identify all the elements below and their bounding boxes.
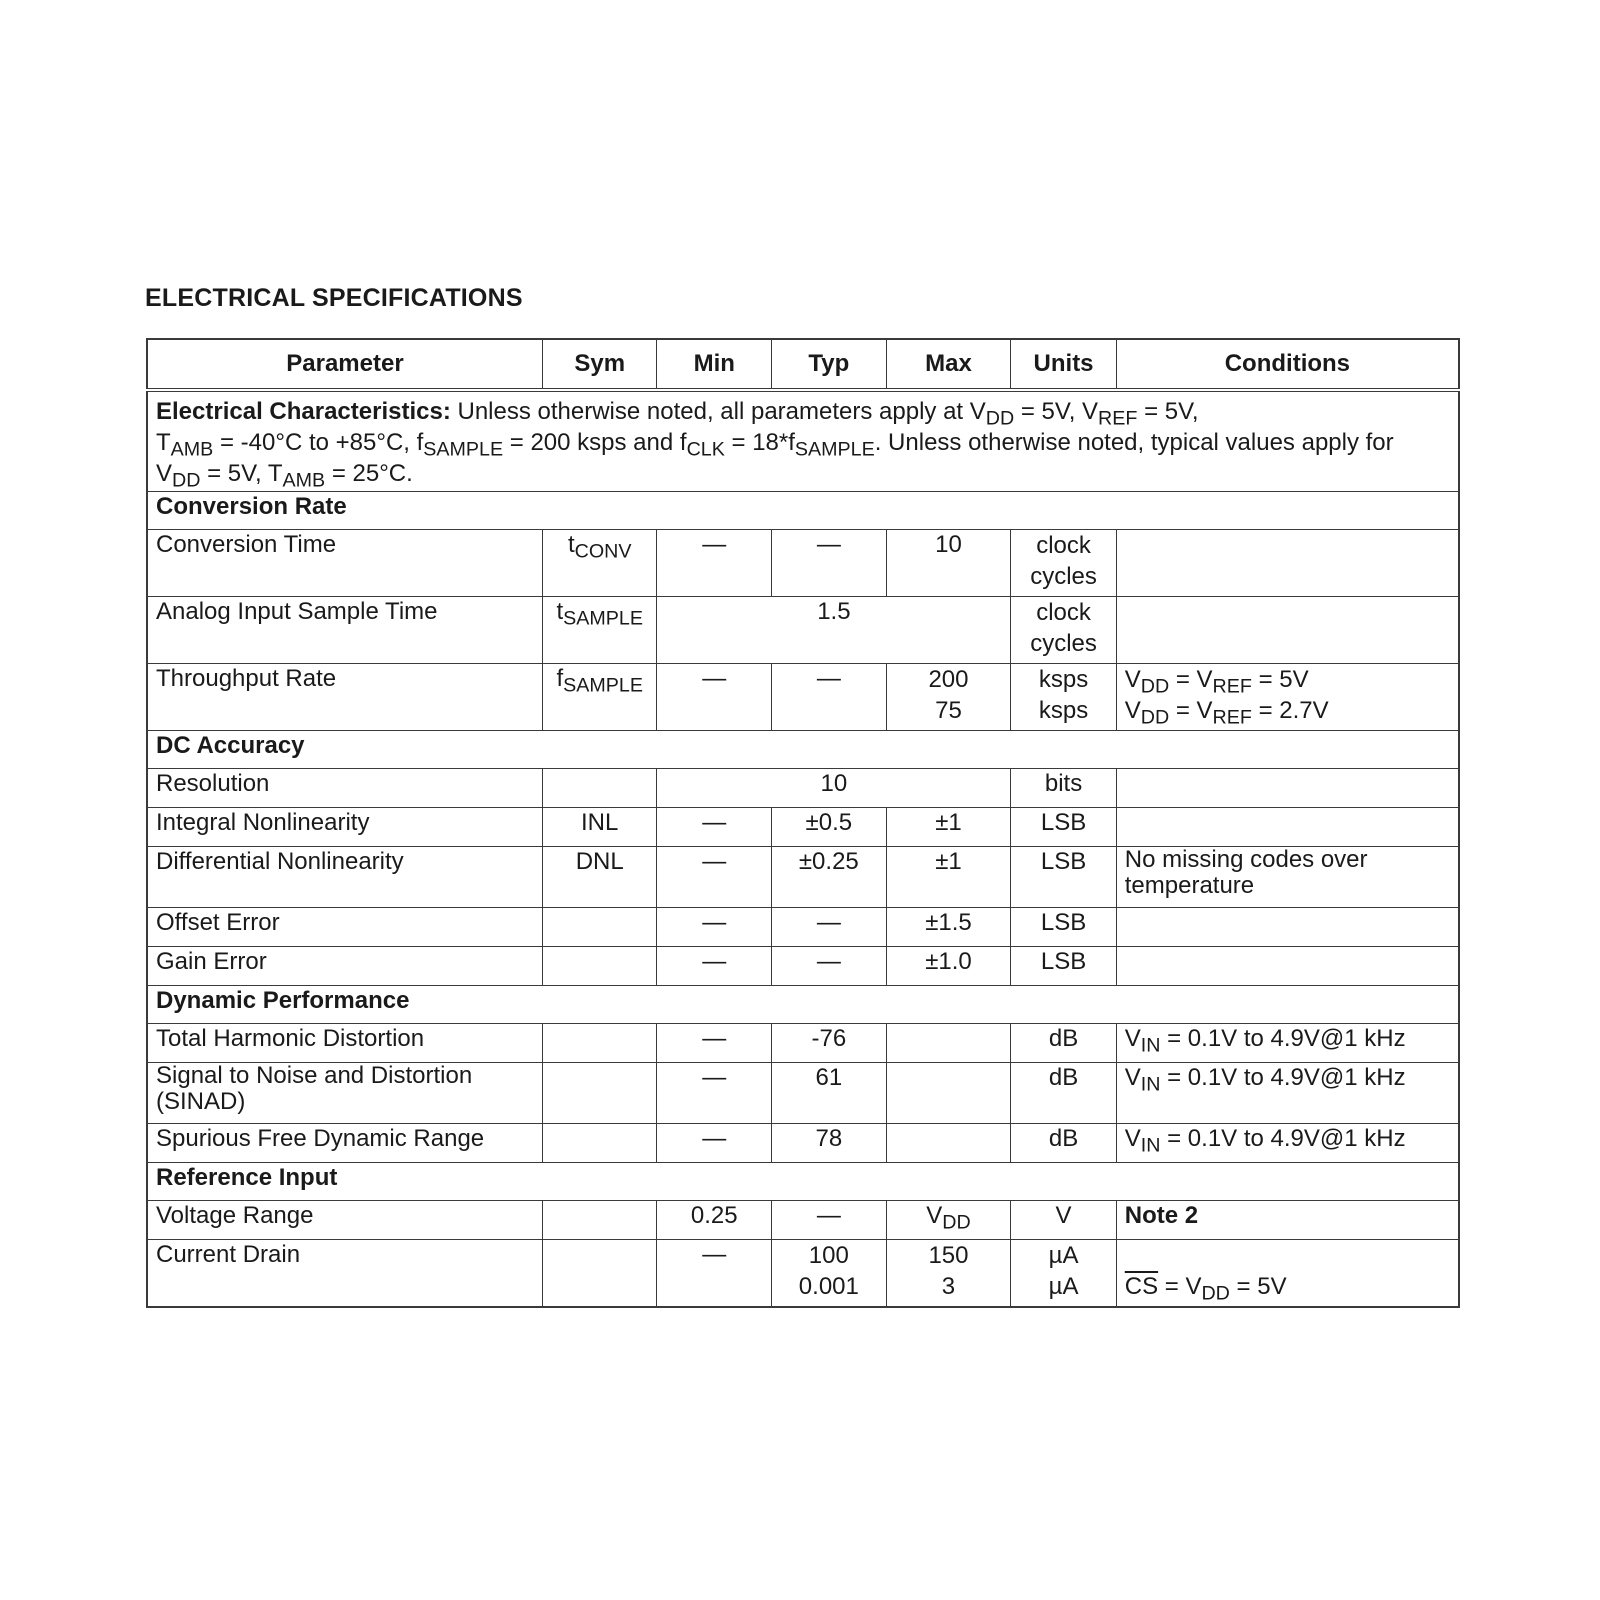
section-row <box>147 492 1459 530</box>
table-row <box>147 847 1459 908</box>
param-cell: Signal to Noise and Distortion (SINAD) <box>147 1063 542 1124</box>
typ-cell: — <box>772 947 887 986</box>
table-row <box>147 530 1459 597</box>
units-cell: bits <box>1011 769 1116 808</box>
max-cell: ±1.5 <box>886 908 1011 947</box>
typ-cell: -76 <box>772 1024 887 1063</box>
param-cell: Conversion Time <box>147 530 542 597</box>
conditions-cell: $V_{IN} = 0.1V$ to 4.9V@1 kHz <box>1116 1063 1459 1124</box>
param-cell: Voltage Range <box>147 1201 542 1240</box>
max-cell: 10 <box>886 530 1011 597</box>
param-cell: Total Harmonic Distortion <box>147 1024 542 1063</box>
units-cell: clock cycles <box>1011 530 1116 597</box>
header-min: Min <box>657 339 772 390</box>
conditions-cell <box>1116 530 1459 597</box>
section-conversion-rate: Conversion Rate <box>147 492 1459 530</box>
param-cell: Analog Input Sample Time <box>147 597 542 664</box>
units-cell: µA µA <box>1011 1240 1116 1308</box>
units-cell: LSB <box>1011 908 1116 947</box>
conditions-cell: $V_{DD} = V_{REF} = 5V$ $V_{DD} = V_{REF} = 2.7V$ <box>1116 664 1459 731</box>
typ-cell: 61 <box>772 1063 887 1124</box>
min-cell: — <box>657 847 772 908</box>
table-row <box>147 769 1459 808</box>
intro-label: Electrical Characteristics: <box>156 398 451 425</box>
sym-cell: $t_{CONV}$ <box>542 530 657 597</box>
max-cell: ±1 <box>886 808 1011 847</box>
intro-text: Electrical Characteristics: Unless otherwise noted, all parameters apply at $V_{DD} = 5V$, $V_{REF} = 5V$, $T_{AMB} = -40^\circ C$ to +85°C, $f_{SAMPLE} = 200$ ksps and $f_{CLK} = 18*f_{SAMPLE}$. Unless otherwise noted, typical values apply for $V_{DD} = 5V$, $T_{AMB} = 25^\circ C$. <box>147 390 1459 492</box>
conditions-cell <box>1116 597 1459 664</box>
section-dc-accuracy: DC Accuracy <box>147 731 1459 769</box>
table-row <box>147 1024 1459 1063</box>
table-row <box>147 1201 1459 1240</box>
header-parameter: Parameter <box>147 339 542 390</box>
units-cell: clock cycles <box>1011 597 1116 664</box>
sym-cell: INL <box>542 808 657 847</box>
max-cell <box>886 1024 1011 1063</box>
param-cell: Spurious Free Dynamic Range <box>147 1124 542 1163</box>
sym-cell <box>542 947 657 986</box>
min-cell: — <box>657 1240 772 1308</box>
units-cell: LSB <box>1011 947 1116 986</box>
units-cell: LSB <box>1011 847 1116 908</box>
max-cell: 150 3 <box>886 1240 1011 1308</box>
min-cell: — <box>657 530 772 597</box>
param-cell: Resolution <box>147 769 542 808</box>
sym-cell: $t_{SAMPLE}$ <box>542 597 657 664</box>
max-cell <box>886 1124 1011 1163</box>
param-cell: Current Drain <box>147 1240 542 1308</box>
sym-cell <box>542 1201 657 1240</box>
header-max: Max <box>886 339 1011 390</box>
min-cell: — <box>657 1024 772 1063</box>
section-row <box>147 731 1459 769</box>
typ-cell: ±0.25 <box>772 847 887 908</box>
sym-cell <box>542 908 657 947</box>
units-cell: dB <box>1011 1063 1116 1124</box>
table-row <box>147 1124 1459 1163</box>
param-cell: Offset Error <box>147 908 542 947</box>
min-cell: — <box>657 908 772 947</box>
conditions-cell <box>1116 908 1459 947</box>
table-row <box>147 808 1459 847</box>
header-row <box>147 339 1459 390</box>
conditions-cell: $\overline{CS} = V_{DD} = 5V$ <box>1116 1240 1459 1308</box>
sym-cell <box>542 1240 657 1308</box>
section-row <box>147 986 1459 1024</box>
units-cell: ksps ksps <box>1011 664 1116 731</box>
sym-cell <box>542 769 657 808</box>
typ-cell: 1.5 <box>657 597 1011 664</box>
conditions-cell: $V_{IN} = 0.1V$ to 4.9V@1 kHz <box>1116 1024 1459 1063</box>
min-cell: 0.25 <box>657 1201 772 1240</box>
section-reference-input: Reference Input <box>147 1163 1459 1201</box>
sym-cell <box>542 1024 657 1063</box>
conditions-cell: Note 2 <box>1116 1201 1459 1240</box>
sym-cell: DNL <box>542 847 657 908</box>
param-cell: Integral Nonlinearity <box>147 808 542 847</box>
typ-cell: — <box>772 908 887 947</box>
units-cell: dB <box>1011 1024 1116 1063</box>
conditions-cell <box>1116 769 1459 808</box>
table-row <box>147 664 1459 731</box>
param-cell: Gain Error <box>147 947 542 986</box>
min-cell: — <box>657 808 772 847</box>
sym-cell <box>542 1124 657 1163</box>
table-row <box>147 1240 1459 1308</box>
units-cell: dB <box>1011 1124 1116 1163</box>
typ-cell: — <box>772 1201 887 1240</box>
param-cell: Differential Nonlinearity <box>147 847 542 908</box>
typ-cell: ±0.5 <box>772 808 887 847</box>
section-row <box>147 1163 1459 1201</box>
typ-cell: 100 0.001 <box>772 1240 887 1308</box>
typ-cell: — <box>772 664 887 731</box>
max-cell: 200 75 <box>886 664 1011 731</box>
table-row <box>147 908 1459 947</box>
min-cell: — <box>657 1063 772 1124</box>
table-row <box>147 597 1459 664</box>
header-sym: Sym <box>542 339 657 390</box>
header-typ: Typ <box>772 339 887 390</box>
header-units: Units <box>1011 339 1116 390</box>
max-cell: $V_{DD}$ <box>886 1201 1011 1240</box>
sym-cell <box>542 1063 657 1124</box>
min-cell: — <box>657 664 772 731</box>
units-cell: V <box>1011 1201 1116 1240</box>
table-row <box>147 947 1459 986</box>
max-cell: ±1 <box>886 847 1011 908</box>
typ-cell: — <box>772 530 887 597</box>
min-cell: — <box>657 947 772 986</box>
table-row <box>147 1063 1459 1124</box>
conditions-cell: $V_{IN} = 0.1V$ to 4.9V@1 kHz <box>1116 1124 1459 1163</box>
typ-cell: 78 <box>772 1124 887 1163</box>
page-title: ELECTRICAL SPECIFICATIONS <box>145 284 523 312</box>
typ-cell: 10 <box>657 769 1011 808</box>
units-cell: LSB <box>1011 808 1116 847</box>
sym-cell: $f_{SAMPLE}$ <box>542 664 657 731</box>
conditions-cell <box>1116 808 1459 847</box>
conditions-cell: No missing codes over temperature <box>1116 847 1459 908</box>
conditions-cell <box>1116 947 1459 986</box>
intro-row <box>147 390 1459 492</box>
spec-table <box>146 338 1460 1308</box>
header-conditions: Conditions <box>1116 339 1459 390</box>
param-cell: Throughput Rate <box>147 664 542 731</box>
max-cell <box>886 1063 1011 1124</box>
section-dynamic-performance: Dynamic Performance <box>147 986 1459 1024</box>
min-cell: — <box>657 1124 772 1163</box>
max-cell: ±1.0 <box>886 947 1011 986</box>
